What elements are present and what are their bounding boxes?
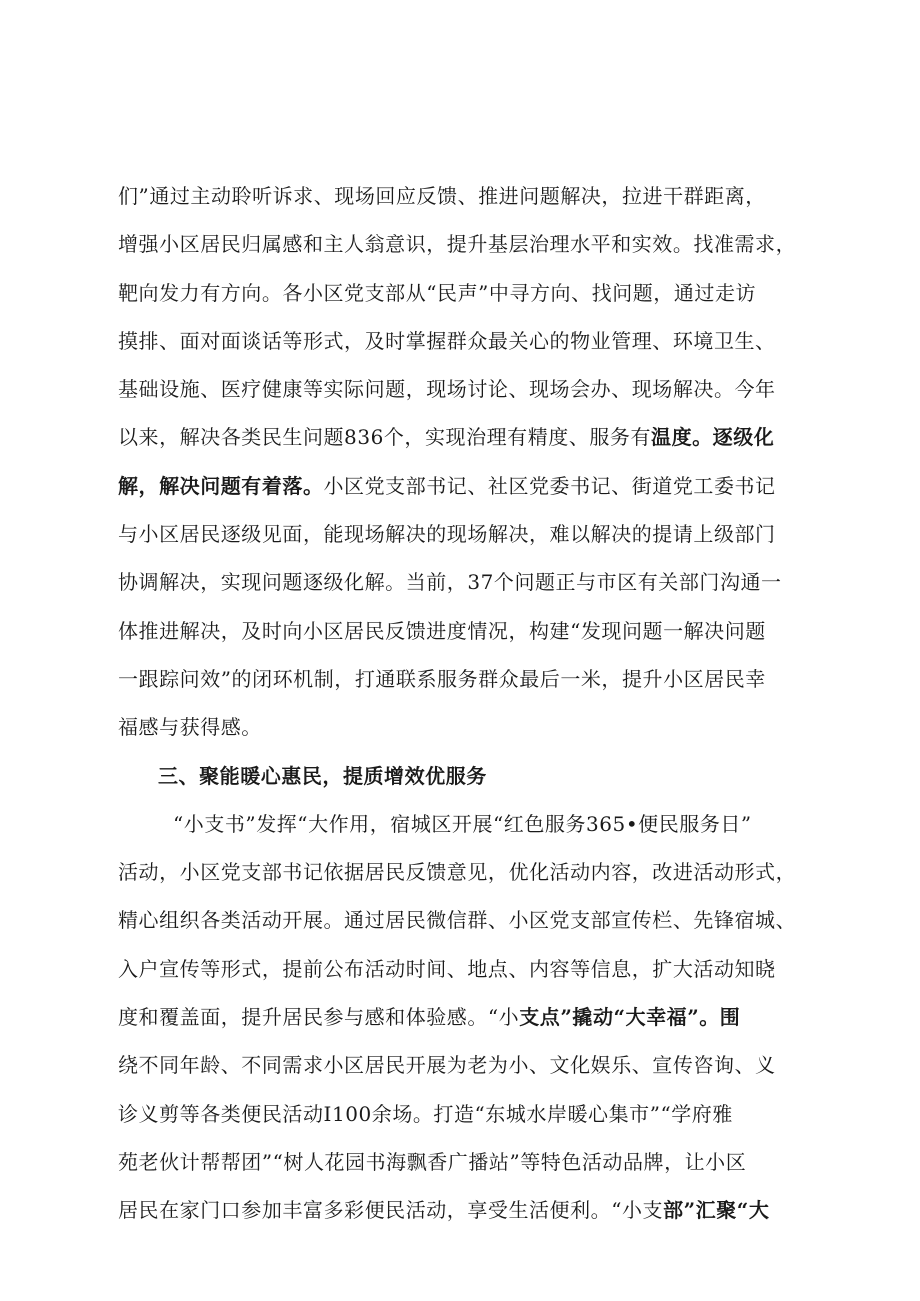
text-line bbox=[118, 607, 818, 655]
text-segment: 摸排、面对面谈话等形式，及时掌握群众最关心的物业管理、环境卫生、 bbox=[118, 328, 776, 353]
text-line bbox=[118, 1090, 818, 1138]
text-line bbox=[118, 655, 818, 703]
bold-text-segment: 解，解决问题有着落。 bbox=[118, 473, 324, 498]
bold-text-segment: 三、聚能暖心惠民，提质增效优服务 bbox=[158, 763, 487, 788]
text-segment: 增强小区居民归属感和主人翁意识，提升基层治理水平和实效。找准需求， bbox=[118, 232, 797, 257]
text-segment: 基础设施、医疗健康等实际问题，现场讨论、现场会办、现场解决。今年 bbox=[118, 377, 776, 402]
text-segment: “小支书”发挥“大作用，宿城区开展“红色服务365•便民服务日” bbox=[173, 811, 752, 836]
text-line bbox=[118, 752, 818, 800]
text-segment: “小 bbox=[487, 1005, 520, 1030]
text-segment: 协调解决，实现问题逐级化解。当前，37个问题正与市区有关部门沟通一 bbox=[118, 570, 782, 595]
text-line bbox=[118, 848, 818, 896]
text-line bbox=[118, 172, 818, 220]
text-segment: 精心组织各类活动开展。通过居民微信群、小区党支部宣传栏、先锋宿城、 bbox=[118, 908, 797, 933]
text-line bbox=[118, 269, 818, 317]
text-segment: 小区党支部书记、社区党委书记、街道党工委书记 bbox=[323, 473, 776, 498]
text-line bbox=[118, 703, 818, 751]
text-line bbox=[118, 896, 818, 944]
text-line bbox=[118, 510, 818, 558]
text-segment: 们”通过主动聆听诉求、现场回应反馈、推进问题解决，拉进干群距离， bbox=[118, 184, 766, 208]
text-segment: 一跟踪问效”的闭环机制，打通联系服务群众最后一米，提升小区居民幸 bbox=[118, 666, 766, 691]
text-segment: 福感与获得感。 bbox=[118, 715, 262, 740]
text-segment: 与小区居民逐级见面，能现场解决的现场解决，难以解决的提请上级部门 bbox=[118, 522, 776, 547]
text-segment: 入户宣传等形式，提前公布活动时间、地点、内容等信息，扩大活动知晓 bbox=[118, 956, 776, 981]
text-segment: 居民在家门口参加丰富多彩便民活动，享受生活便利。 bbox=[118, 1198, 612, 1223]
text-line bbox=[118, 1186, 818, 1234]
text-segment: 体推进解决，及时向小区居民反馈进度情况，构建“发现问题一解决问题 bbox=[118, 618, 766, 643]
text-segment: “小支 bbox=[611, 1198, 664, 1223]
text-line bbox=[118, 220, 818, 268]
bold-text-segment: 支点”撬动“大幸福”。围 bbox=[519, 1005, 741, 1030]
text-segment: 活动，小区党支部书记依据居民反馈意见，优化活动内容，改进活动形式， bbox=[118, 860, 797, 885]
text-line bbox=[118, 1041, 818, 1089]
text-line bbox=[118, 945, 818, 993]
text-segment: 绕不同年龄、不同需求小区居民开展为老为小、文化娱乐、宣传咨询、义 bbox=[118, 1053, 776, 1078]
text-segment: 以来，解决各类民生问题836个，实现治理有精度、服务有 bbox=[118, 425, 652, 450]
bold-text-segment: 部”汇聚“大 bbox=[663, 1198, 770, 1223]
bold-text-segment: 温度。逐级化 bbox=[651, 425, 775, 450]
text-line bbox=[118, 1138, 818, 1186]
text-line bbox=[118, 365, 818, 413]
text-line bbox=[118, 800, 818, 848]
text-line bbox=[118, 413, 818, 461]
text-line bbox=[118, 317, 818, 365]
text-segment: 靶向发力有方向。各小区党支部从“民声”中寻方向、找问题，通过走访 bbox=[118, 280, 757, 305]
document-body bbox=[118, 172, 818, 1235]
text-line bbox=[118, 558, 818, 606]
text-segment: 诊义剪等各类便民活动I100余场。打造“东城水岸暖心集市”“学府雅 bbox=[118, 1101, 733, 1126]
text-segment: 苑老伙计帮帮团”“树人花园书海飘香广播站”等特色活动品牌，让小区 bbox=[118, 1149, 747, 1174]
text-line bbox=[118, 462, 818, 510]
text-segment: 度和覆盖面，提升居民参与感和体验感。 bbox=[118, 1005, 488, 1030]
text-line bbox=[118, 993, 818, 1041]
